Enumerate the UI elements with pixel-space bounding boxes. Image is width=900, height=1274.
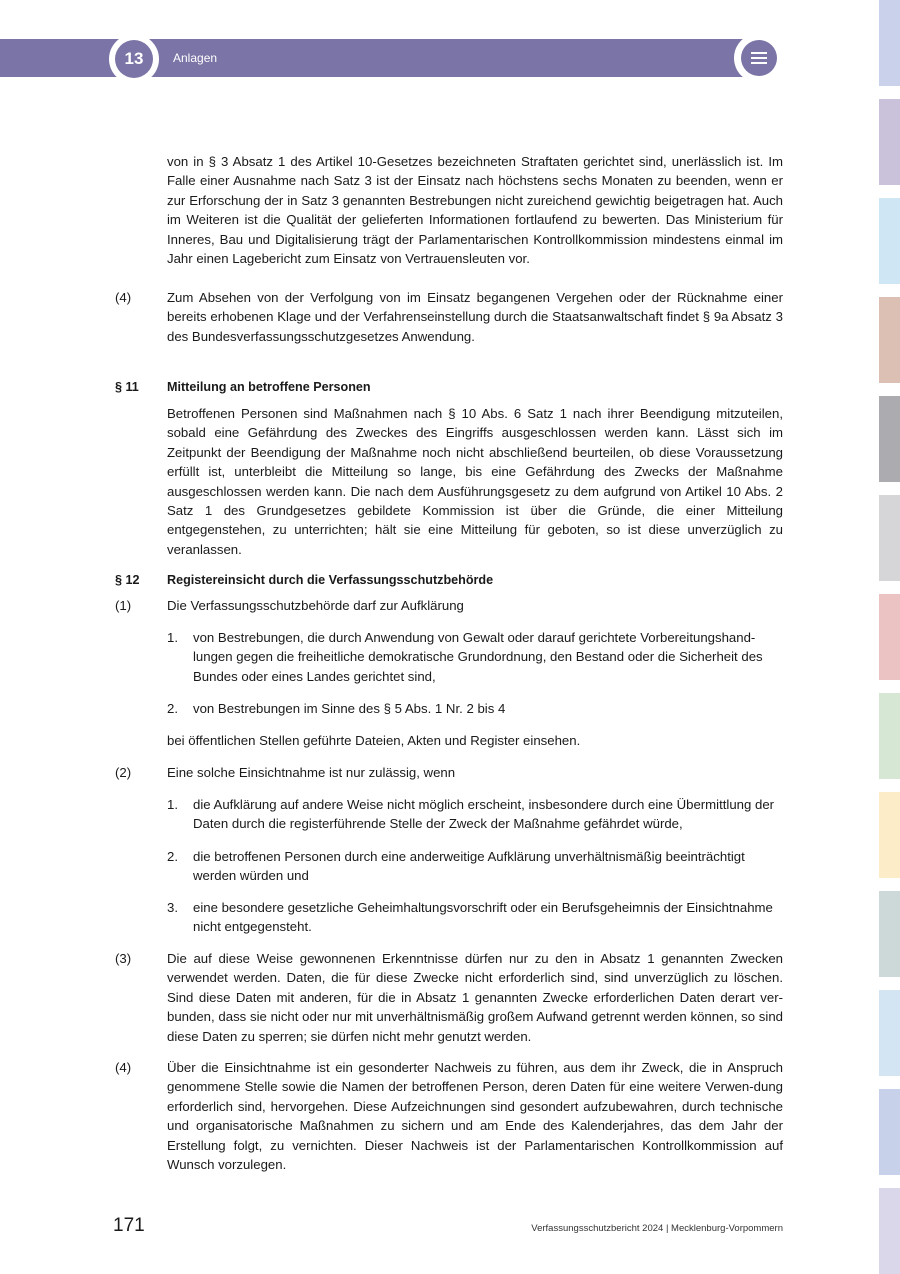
chapter-tab[interactable] (879, 990, 900, 1076)
chapter-number[interactable]: 13 (115, 40, 153, 78)
footer-text: Verfassungsschutzbericht 2024 | Mecklenburg-Vorpommern (531, 1223, 783, 1234)
paragraph-marker: (1) (115, 598, 132, 613)
chapter-tab[interactable] (879, 594, 900, 680)
chapter-tab[interactable] (879, 495, 900, 581)
chapter-tabs (879, 0, 900, 1272)
section-number: § 12 (115, 573, 140, 587)
chapter-tab[interactable] (879, 99, 900, 185)
chapter-tab[interactable] (879, 297, 900, 383)
chapter-tab[interactable] (879, 792, 900, 878)
hamburger-icon (751, 57, 767, 59)
chapter-title: Anlagen (173, 51, 218, 65)
chapter-tab[interactable] (879, 693, 900, 779)
paragraph-text: Die auf diese Weise gewonnenen Erkenntnisse dürfen nur zu den in Absatz 1 genannten Zwecken verwendet werden. Daten, die für diese Zwecke nicht erforderlich sind, sind unverzüglich zu löschen. Sind diese Daten mit anderen, für die in Absatz 1 genannten Zwecke erforderlichen Daten derart ver-bunden, dass sie nicht oder nur mit unverhältnismäßig großem Aufwand getrennt werden können, so sind diese Daten zu sperren; sie dürfen nicht mehr genutzt werden. (167, 951, 783, 1044)
list-number: 3. (167, 900, 178, 915)
paragraph-text: Zum Absehen von der Verfolgung von im Einsatz begangenen Vergehen oder der Rücknahme einer bereits erhobenen Klage und der Verfahrenseinstellung durch die Staatsanwaltschaft findet § 9a Absatz 3 des Bundesverfassungsschutzgesetzes Anwendung. (167, 290, 783, 344)
paragraph-marker: (2) (115, 765, 132, 780)
chapter-tab[interactable] (879, 1188, 900, 1274)
paragraph-marker: (4) (115, 290, 132, 305)
list-item: von Bestrebungen, die durch Anwendung von Gewalt oder darauf gerichtete Vorbereitungshand-lungen gegen die freiheitliche demokratische Grundordnung, den Bestand oder die Sicherheit des Bundes oder eines Landes gerichtet sind, (193, 630, 763, 684)
paragraph-text: bei öffentlichen Stellen geführte Dateien, Akten und Register einsehen. (167, 733, 581, 748)
list-item: die betroffenen Personen durch eine anderweitige Aufklärung unverhältnismäßig beeinträchtigt werden würden und (193, 849, 745, 884)
section-title: Mitteilung an betroffene Personen (167, 380, 371, 394)
paragraph-text: Die Verfassungsschutzbehörde darf zur Aufklärung (167, 598, 464, 613)
list-number: 2. (167, 701, 178, 716)
list-number: 2. (167, 849, 178, 864)
chapter-tab[interactable] (879, 0, 900, 86)
list-item: von Bestrebungen im Sinne des § 5 Abs. 1 Nr. 2 bis 4 (193, 701, 506, 716)
chapter-tab[interactable] (879, 891, 900, 977)
paragraph-marker: (4) (115, 1060, 132, 1075)
menu-button[interactable] (741, 40, 777, 76)
paragraph-marker: (3) (115, 951, 132, 966)
list-item: die Aufklärung auf andere Weise nicht möglich erscheint, insbesondere durch eine Übermittlung der Daten durch die registerführende Stelle der Zweck der Maßnahme gefährdet würde, (193, 797, 775, 832)
intro-paragraph: von in § 3 Absatz 1 des Artikel 10-Gesetzes bezeichneten Straftaten gerichtet sind, unerlässlich ist. Im Falle einer Ausnahme nach Satz 3 ist der Einsatz nach höchstens sechs Monaten zu beenden, wenn er zur Erforschung der in Satz 3 genannten Bestrebungen nicht zureichend gewichtig beigetragen hat. Auch im Weiteren ist die Qualität der gelieferten Informationen fortlaufend zu bewerten. Das Ministerium für Inneres, Bau und Digitalisierung trägt der Parlamentarischen Kontrollkommission mindestens einmal im Jahr einen Lagebericht zum Einsatz von Vertrauensleuten vor. (167, 154, 783, 267)
hamburger-icon (751, 62, 767, 64)
list-number: 1. (167, 797, 178, 812)
hamburger-icon (751, 52, 767, 54)
paragraph-text: Eine solche Einsichtnahme ist nur zulässig, wenn (167, 765, 456, 780)
page-number: 171 (113, 1215, 145, 1236)
chapter-tab[interactable] (879, 1089, 900, 1175)
section-title: Registereinsicht durch die Verfassungsschutzbehörde (167, 573, 494, 587)
chapter-tab[interactable] (879, 396, 900, 482)
list-number: 1. (167, 630, 178, 645)
section-number: § 11 (115, 380, 139, 394)
list-item: eine besondere gesetzliche Geheimhaltungsvorschrift oder ein Berufsgeheimnis der Einsichtnahme nicht entgegensteht. (193, 900, 773, 935)
chapter-tab[interactable] (879, 198, 900, 284)
paragraph-text: Über die Einsichtnahme ist ein gesonderter Nachweis zu führen, aus dem ihr Zweck, die in Anspruch genommene Stelle sowie die Namen der betroffenen Person, deren Daten für eine weitere Verwen-dung erforderlich sind, hervorgehen. Diese Aufzeichnungen sind gesondert aufzubewahren, durch technische und organisatorische Maßnahmen zu sichern und am Ende des Kalenderjahres, das dem Jahr der Erstellung folgt, zu vernichten. Dieser Nachweis ist der Parlamentarischen Kontrollkommission auf Wunsch vorzulegen. (167, 1060, 783, 1173)
section-text: Betroffenen Personen sind Maßnahmen nach § 10 Abs. 6 Satz 1 nach ihrer Beendigung mitzuteilen, sobald eine Gefährdung des Zweckes des Eingriffs ausgeschlossen werden kann. Lässt sich im Zeitpunkt der Beendigung der Maßnahme noch nicht abschließend beurteilen, ob diese Voraussetzung erfüllt ist, unterbleibt die Mitteilung so lange, bis eine Gefährdung des Zwecks der Maßnahme ausgeschlossen werden kann. Die nach dem Ausführungsgesetz zu dem aufgrund von Artikel 10 Abs. 2 Satz 1 des Grundgesetzes gebildete Kommission ist über die Gründe, die einer Mitteilung entgegenstehen, zu unterrichten; hält sie eine Mitteilung für geboten, so ist diese unverzüglich zu veranlassen. (167, 406, 783, 557)
